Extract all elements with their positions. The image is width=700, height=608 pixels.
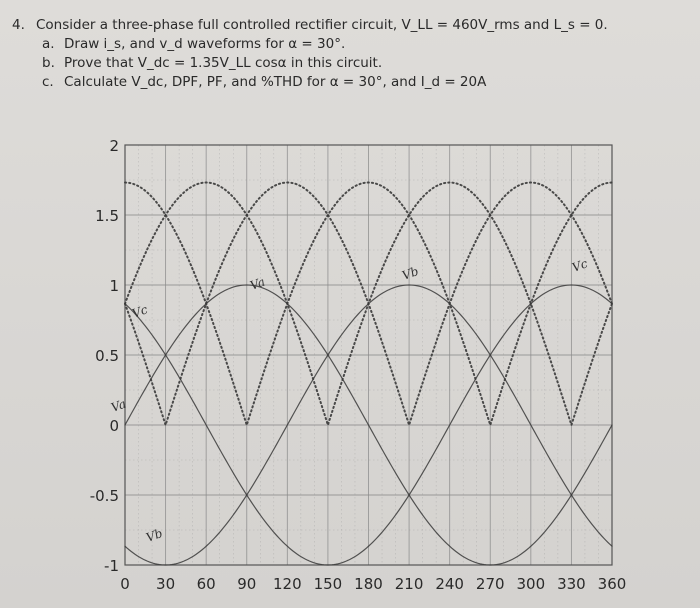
problem-statement: Consider a three-phase full controlled rectifier circuit, V_LL = 460V_rms and L_s = 0. [36, 17, 608, 33]
y-tick-label: 2 [109, 137, 119, 155]
handwritten-label: Vc [570, 256, 590, 275]
x-tick-label: 120 [273, 575, 302, 593]
x-tick-label: 60 [196, 575, 216, 593]
y-tick-label: 0.5 [95, 347, 119, 365]
y-tick-label: 1 [109, 277, 119, 295]
part-letter: a. [42, 36, 55, 52]
part-text: Draw i_s, and v_d waveforms for α = 30°. [64, 36, 346, 52]
handwritten-label: Va [109, 396, 128, 415]
handwritten-label: Vb [144, 526, 165, 545]
y-tick-label: -1 [104, 557, 119, 575]
x-tick-label: 210 [394, 575, 424, 593]
x-tick-label: 30 [156, 575, 176, 593]
part-letter: c. [42, 74, 54, 90]
part-letter: b. [42, 55, 55, 71]
x-tick-label: 270 [475, 575, 505, 593]
x-tick-label: 240 [435, 575, 464, 593]
handwritten-label: Vc [130, 302, 150, 321]
handwritten-label: Vb [400, 264, 421, 283]
x-tick-label: 360 [597, 575, 627, 593]
part-text: Calculate V_dc, DPF, PF, and %THD for α = 30°, and I_d = 20A [64, 74, 487, 90]
x-tick-label: 300 [516, 575, 546, 593]
part-text: Prove that V_dc = 1.35V_LL cosα in this circuit. [64, 55, 383, 71]
handwritten-label: Va [248, 274, 267, 293]
x-tick-label: 90 [237, 575, 257, 593]
x-tick-label: 180 [354, 575, 383, 593]
y-tick-label: -0.5 [89, 487, 119, 505]
problem-number: 4. [12, 17, 25, 33]
y-tick-label: 0 [109, 417, 119, 435]
y-tick-label: 1.5 [95, 207, 119, 225]
x-tick-label: 330 [557, 575, 586, 593]
x-tick-label: 150 [313, 575, 343, 593]
x-tick-label: 0 [120, 575, 130, 593]
